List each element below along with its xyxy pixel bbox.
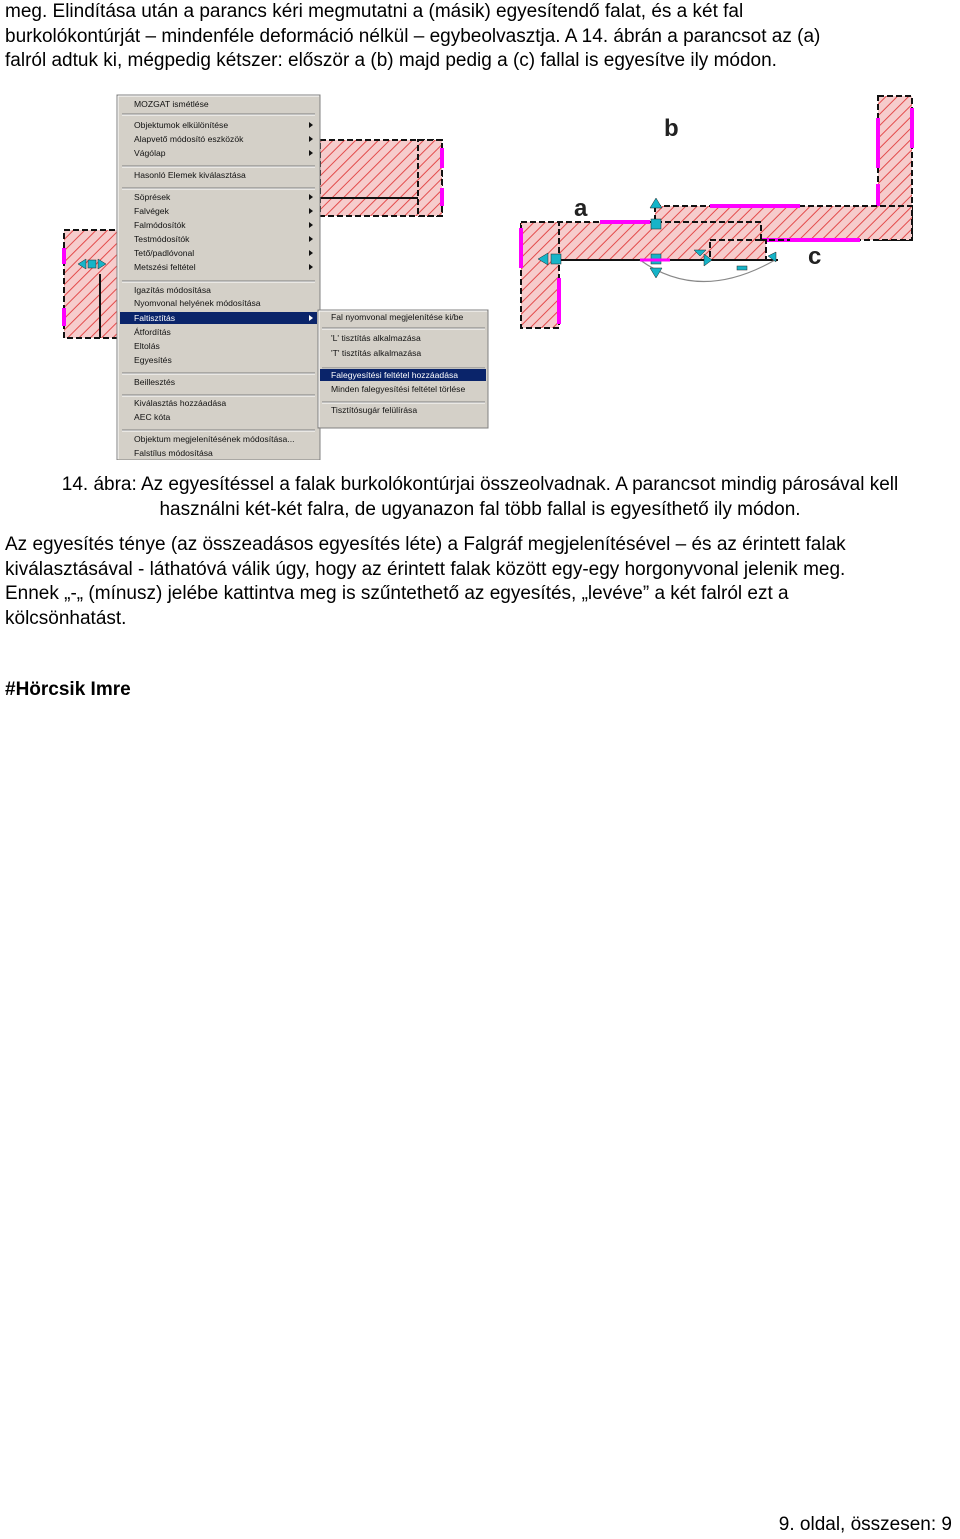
menu-item-label: Alapvető módosító eszközök — [134, 134, 244, 144]
submenu-item-label: 'L' tisztítás alkalmazása — [331, 333, 421, 343]
menu-item-label: Objektum megjelenítésének módosítása... — [134, 434, 295, 444]
author-signature: #Hörcsik Imre — [5, 679, 131, 700]
background-wall-left — [320, 140, 442, 216]
label-a: a — [574, 195, 588, 222]
figure-caption — [0, 472, 960, 522]
left-wall-fragment — [64, 230, 118, 338]
menu-item-label: Tető/padlóvonal — [134, 248, 195, 258]
menu-item[interactable] — [134, 412, 171, 422]
body-line-1: Az egyesítés ténye (az összeadásos egyesítés léte) a Falgráf megjelenítésével – és az érintett falak — [5, 534, 846, 555]
label-b: b — [664, 115, 679, 142]
caption-line-1: 14. ábra: Az egyesítéssel a falak burkolókontúrjai összeolvadnak. A parancsot mindig párosával kell — [61, 474, 899, 495]
submenu-item[interactable] — [320, 369, 486, 381]
caption-line-2: használni két-két falra, de ugyanazon fal több fallal is egyesíthető ily módon. — [159, 499, 801, 520]
intro-line-2: burkolókontúrját – mindenféle deformáció nélkül – egybeolvasztja. A 14. ábrán a parancsot az (a) — [5, 25, 821, 47]
menu-item-label: Objektumok elkülönítése — [134, 120, 229, 130]
menu-item-label: MOZGAT ismétlése — [134, 99, 209, 109]
menu-item[interactable] — [134, 298, 261, 308]
menu-item-label: Egyesítés — [134, 355, 172, 365]
page-number: 9. oldal, összesen: 9 — [778, 1514, 952, 1535]
body-line-2: kiválasztásával - láthatóvá válik úgy, hogy az érintett falak között egy-egy horgonyvonal jelenik meg. — [5, 558, 846, 580]
menu-item-label: Falmódosítók — [134, 220, 186, 230]
menu-item-label: Falstílus módosítása — [134, 448, 213, 458]
menu-item[interactable] — [134, 341, 160, 351]
submenu-item-label: Minden falegyesítési feltétel törlése — [331, 384, 466, 394]
menu-item-label: Átfordítás — [134, 327, 171, 337]
menu-item[interactable] — [134, 99, 209, 109]
menu-item[interactable] — [134, 327, 171, 337]
menu-item-label: Falvégek — [134, 206, 169, 216]
menu-item[interactable] — [134, 448, 213, 458]
submenu-item[interactable] — [331, 405, 417, 415]
menu-item-label: Faltisztítás — [134, 313, 176, 323]
menu-item-label: Söprések — [134, 192, 171, 202]
menu-item[interactable] — [134, 434, 295, 444]
menu-item-label: Nyomvonal helyének módosítása — [134, 298, 261, 308]
menu-item-label: Metszési feltétel — [134, 262, 196, 272]
body-line-3: Ennek „-„ (mínusz) jelébe kattintva meg is szűntethető az egyesítés, „levéve” a két falról ezt a — [5, 583, 789, 604]
menu-item[interactable] — [134, 170, 246, 180]
menu-item-label: Beillesztés — [134, 377, 176, 387]
intro-line-1: meg. Elindítása után a parancs kéri megmutatni a (másik) egyesítendő falat, és a két fal — [5, 1, 744, 22]
body-paragraph — [5, 533, 955, 631]
submenu-item[interactable] — [331, 384, 465, 394]
context-menu[interactable] — [117, 95, 320, 460]
menu-item-label: Igazítás módosítása — [134, 285, 211, 295]
body-line-4: kölcsönhatást. — [5, 607, 127, 629]
intro-paragraph — [5, 0, 955, 74]
menu-item[interactable] — [134, 377, 175, 387]
menu-item-label: Testmódosítók — [134, 234, 190, 244]
submenu-item[interactable] — [331, 312, 464, 322]
label-c: c — [808, 243, 822, 270]
menu-item-label: Hasonló Elemek kiválasztása — [134, 170, 246, 180]
intro-line-3: falról adtuk ki, mégpedig kétszer: először a (b) majd pedig a (c) fallal is egyesítve ily módon. — [5, 50, 777, 71]
submenu-item[interactable] — [331, 333, 421, 343]
faltisztitas-submenu[interactable] — [318, 310, 488, 428]
menu-item[interactable] — [134, 398, 226, 408]
submenu-item-label: 'T' tisztítás alkalmazása — [331, 348, 422, 358]
menu-item[interactable] — [134, 355, 172, 365]
menu-item-label: Eltolás — [134, 341, 160, 351]
submenu-item-label: Fal nyomvonal megjelenítése ki/be — [331, 312, 464, 322]
submenu-item-label: Tisztítósugár felülírása — [331, 405, 418, 415]
figure-14 — [0, 88, 960, 460]
menu-item[interactable] — [134, 285, 211, 295]
submenu-item[interactable] — [331, 348, 421, 358]
menu-item-label: Vágólap — [134, 148, 166, 158]
menu-item-label: AEC kóta — [134, 412, 171, 422]
menu-item-label: Kiválasztás hozzáadása — [134, 398, 227, 408]
submenu-item-label: Falegyesítési feltétel hozzáadása — [331, 370, 459, 380]
menu-item[interactable] — [120, 312, 317, 324]
wall-drawing-right — [490, 88, 960, 460]
